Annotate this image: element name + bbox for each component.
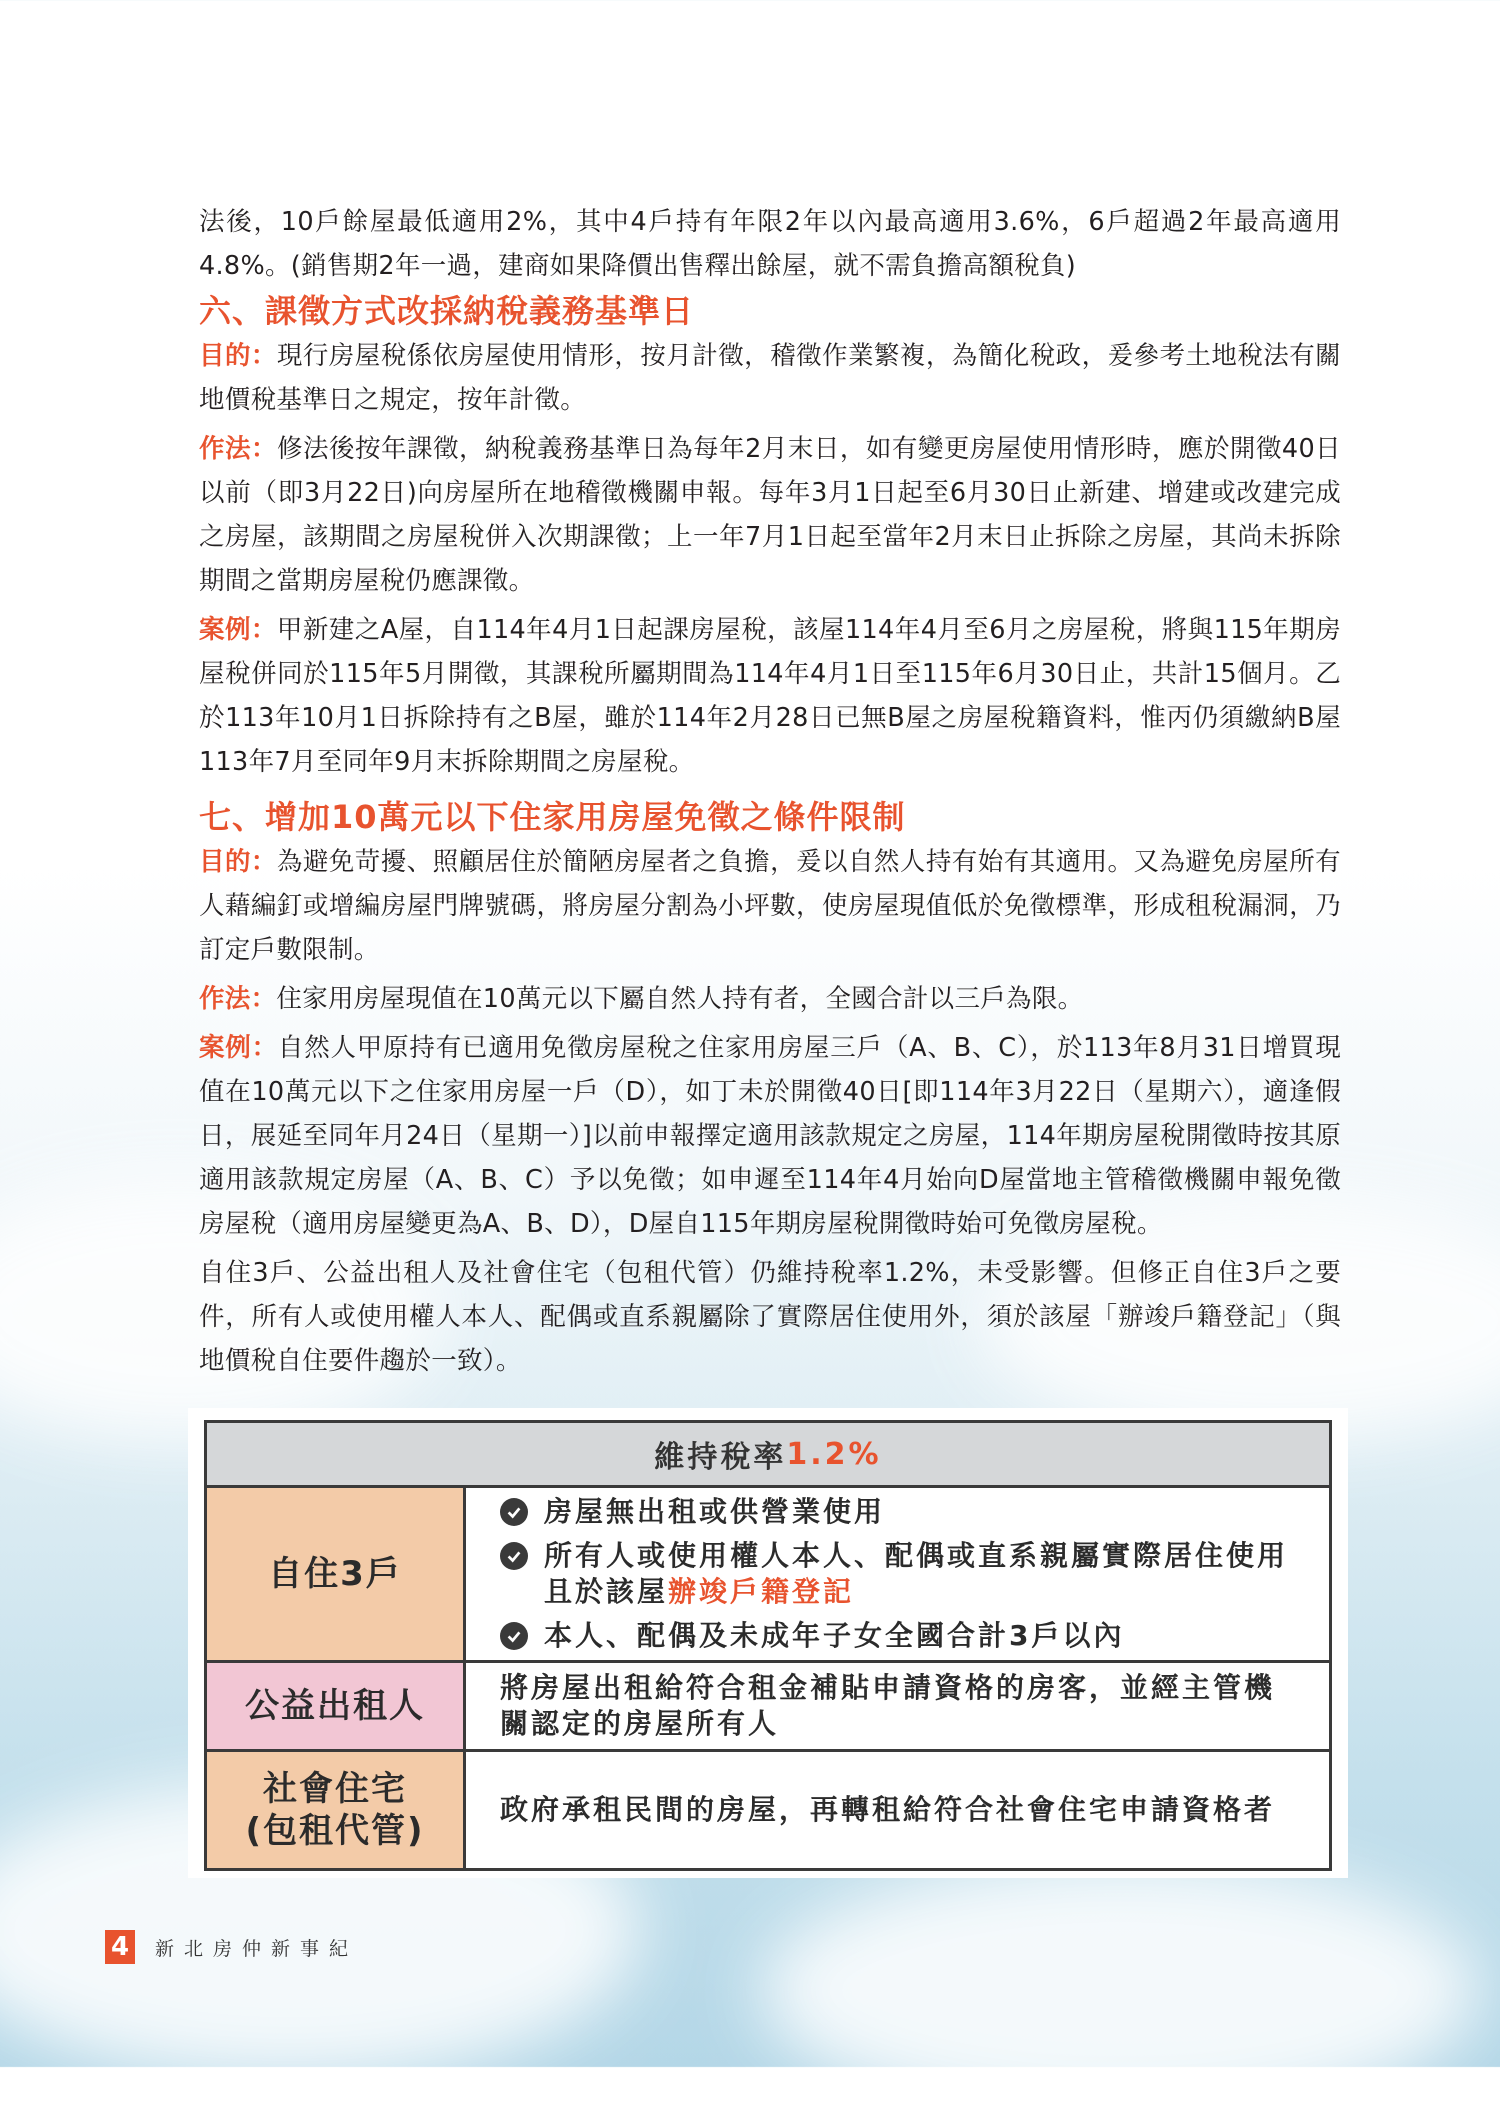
example-text: 甲新建之A屋，自114年4月1日起課房屋稅，該屋114年4月至6月之房屋稅，將與115年期房屋稅併同於115年5月開徵，其課稅所屬期間為114年4月1日至115年6月30日止，共計15個月。乙於113年10月1日拆除持有之B屋，雖於114年2月28日已無B屋之房屋稅籍資料，惟丙仍須繳納B屋113年7月至同年9月末拆除期間之房屋稅。 [199,615,1342,777]
list-item [500,1494,1301,1530]
check-circle-icon [500,1542,528,1570]
method-text: 住家用房屋現值在10萬元以下屬自然人持有者，全國合計以三戶為限。 [276,984,1084,1014]
table-header [207,1423,1329,1485]
purpose-label: 目的： [199,341,277,371]
list-item [500,1538,1301,1610]
row-label-public-landlord: 公益出租人 [207,1663,466,1749]
section-7-purpose [199,840,1341,972]
purpose-text: 現行房屋稅係依房屋使用情形，按月計徵，稽徵作業繁複，為簡化稅政，爰參考土地稅法有關地價稅基準日之規定，按年計徵。 [199,341,1341,415]
row-content-social-housing: 政府承租民間的房屋，再轉租給符合社會住宅申請資格者 [500,1793,1276,1826]
check-circle-icon [500,1622,528,1650]
section-7-method [199,977,1341,1021]
intro-paragraph: 法後，10戶餘屋最低適用2%，其中4戶持有年限2年以內最高適用3.6%，6戶超過2年最高適用4.8%。(銷售期2年一過，建商如果降價出售釋出餘屋，就不需負擔高額稅負) [199,207,1341,281]
row-content-public-landlord: 將房屋出租給符合租金補貼申請資格的房客，並經主管機關認定的房屋所有人 [500,1671,1276,1740]
purpose-label: 目的： [199,847,277,877]
bullet-text [544,1538,1301,1610]
row-label-social-housing [207,1752,466,1868]
section-7-example [199,1026,1341,1246]
table-header-prefix: 維持稅率 [654,1440,787,1475]
section-6-title: 六、課徵方式改採納稅義務基準日 [199,292,695,330]
bullet-text: 房屋無出租或供營業使用 [544,1495,886,1528]
example-label: 案例： [199,615,277,645]
tax-rate-table [204,1420,1332,1871]
bullet-highlight: 辦竣戶籍登記 [668,1575,855,1608]
row-label-line1: 社會住宅 [263,1769,407,1809]
row-label-line2: (包租代管) [245,1811,425,1851]
method-text: 修法後按年課徵，納稅義務基準日為每年2月末日，如有變更房屋使用情形時，應於開徵40日以前（即3月22日)向房屋所在地稽徵機關申報。每年3月1日起至6月30日止新建、增建或改建完成之房屋，該期間之房屋稅併入次期課徵；上一年7月1日起至當年2月末日止拆除之房屋，其尚未拆除期間之當期房屋稅仍應課徵。 [199,434,1341,596]
article-body [199,200,1341,1383]
list-item [500,1618,1301,1654]
table-row [207,1485,1329,1660]
section-7-title: 七、增加10萬元以下住家用房屋免徵之條件限制 [199,798,906,836]
cloud-decoration [760,1860,1480,2120]
bullet-text-main: 所有人或使用權人本人、配偶或直系親屬實際居住使用且於該屋 [544,1539,1289,1608]
row-content-self-use [466,1488,1329,1660]
method-label: 作法： [199,984,277,1014]
bullet-text: 本人、配偶及未成年子女全國合計3戶以內 [544,1619,1125,1652]
row-label-self-use: 自住3戶 [207,1488,466,1660]
page-number: 4 [105,1930,135,1964]
page-footer [105,1930,358,1964]
section-7-closing: 自住3戶、公益出租人及社會住宅（包租代管）仍維持稅率1.2%，未受影響。但修正自住3戶之要件，所有人或使用權人本人、配偶或直系親屬除了實際居住使用外，須於該屋「辦竣戶籍登記」（與地價稅自住要件趨於一致）。 [199,1258,1341,1376]
method-label: 作法： [199,434,278,464]
table-row [207,1660,1329,1749]
check-circle-icon [500,1498,528,1526]
tax-rate-table-box [188,1408,1348,1878]
example-text: 自然人甲原持有已適用免徵房屋稅之住家用房屋三戶（A、B、C），於113年8月31日增買現值在10萬元以下之住家用房屋一戶（D），如丁未於開徵40日[即114年3月22日（星期六），適逢假日，展延至同年月24日（星期一）]以前申報擇定適用該款規定之房屋，114年期房屋稅開徵時按其原適用該款規定房屋（A、B、C）予以免徵；如申遲至114年4月始向D屋當地主管稽徵機關申報免徵房屋稅（適用房屋變更為A、B、D），D屋自115年期房屋稅開徵時始可免徵房屋稅。 [199,1033,1341,1239]
magazine-title: 新北房仲新事紀 [155,1937,359,1960]
purpose-text: 為避免苛擾、照顧居住於簡陋房屋者之負擔，爰以自然人持有始有其適用。又為避免房屋所有人藉編釘或增編房屋門牌號碼，將房屋分割為小坪數，使房屋現值低於免徵標準，形成租稅漏洞，乃訂定戶數限制。 [199,847,1341,965]
table-header-rate: 1.2% [786,1436,882,1472]
section-6-purpose [199,334,1341,422]
section-6-example [199,608,1341,784]
section-6-method [199,427,1341,603]
example-label: 案例： [199,1033,278,1063]
table-row [207,1749,1329,1868]
